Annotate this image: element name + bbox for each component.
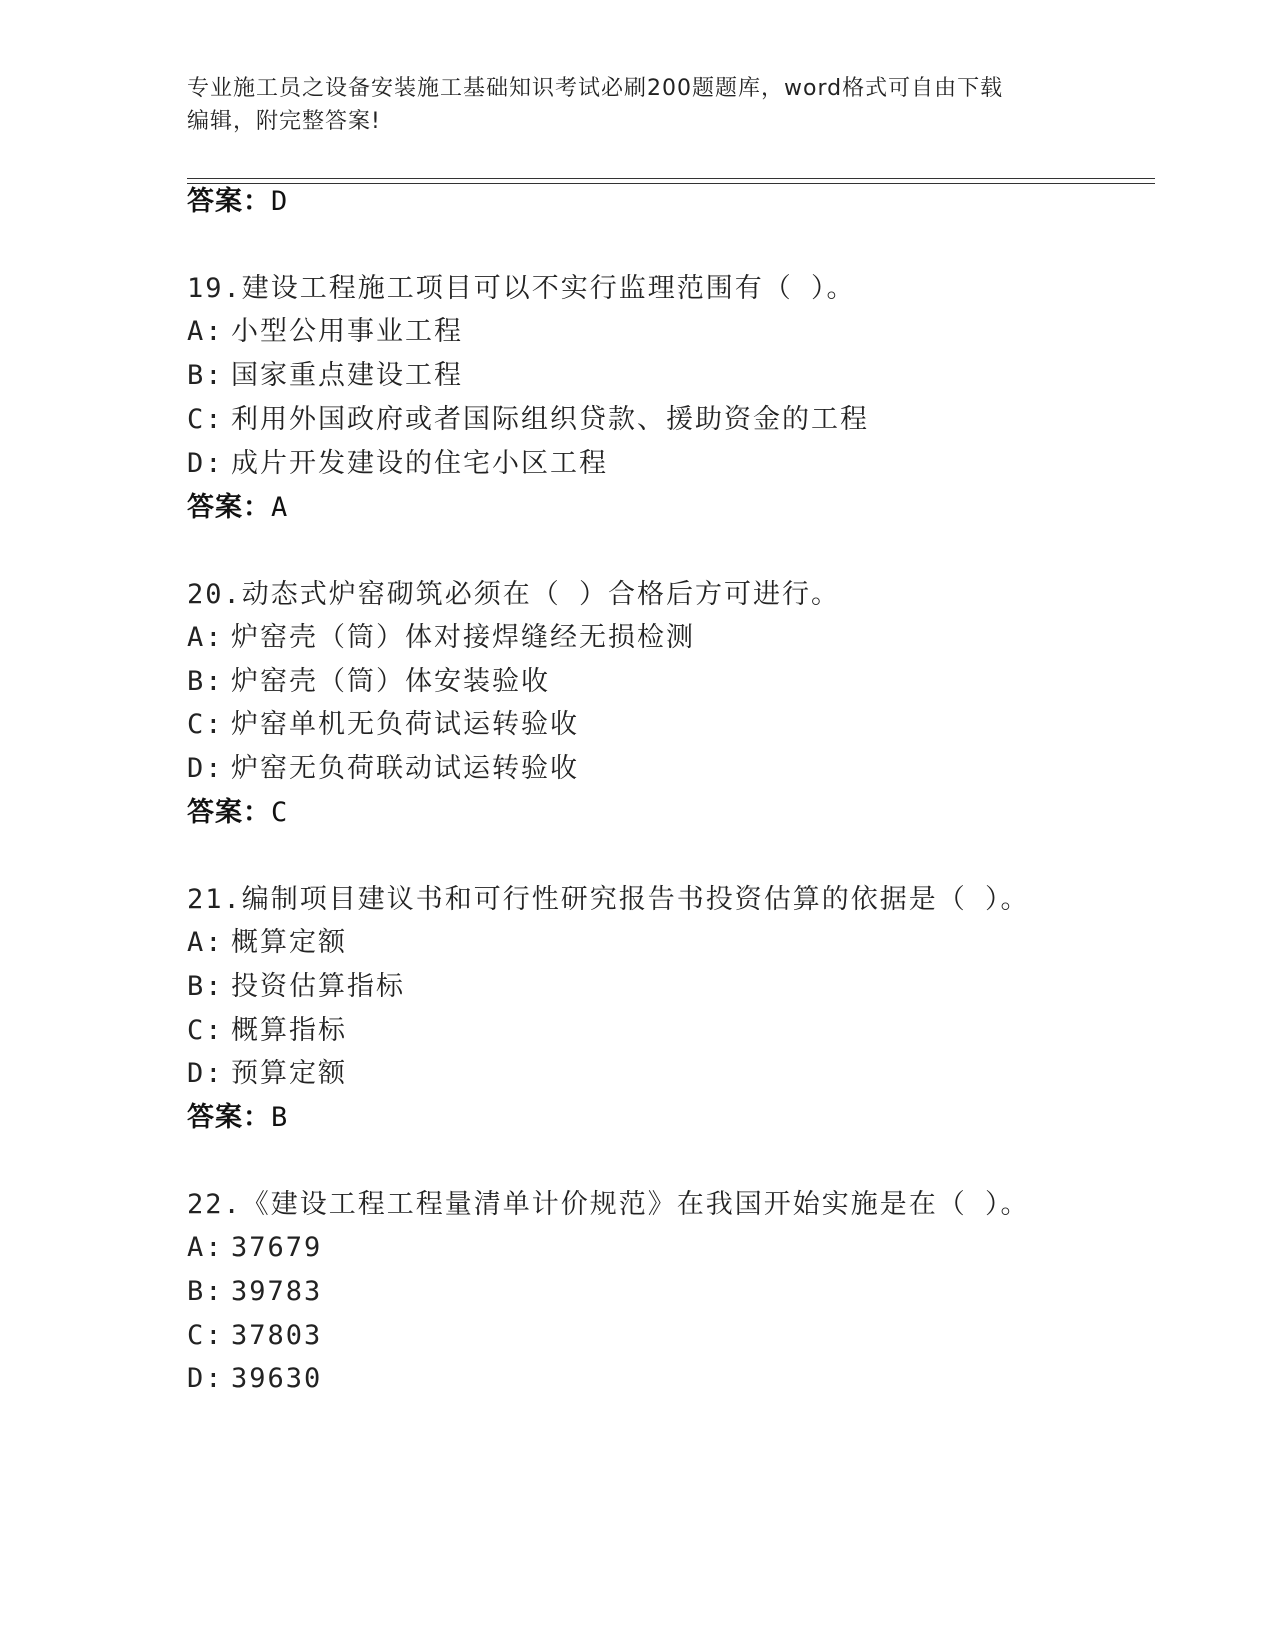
answer-prefix: 答案： xyxy=(187,186,271,217)
question-20-option-c xyxy=(187,707,579,743)
option-label: C: xyxy=(187,1320,224,1351)
question-22-text: 22.《建设工程工程量清单计价规范》在我国开始实施是在（ ）。 xyxy=(187,1189,1030,1220)
question-22-option-d xyxy=(187,1361,322,1397)
question-22-option-a xyxy=(187,1230,322,1266)
question-19-option-a xyxy=(187,314,463,350)
option-label: C: xyxy=(187,709,224,740)
option-text: 炉窑无负荷联动试运转验收 xyxy=(231,753,579,784)
document-title-line-2: 编辑，附完整答案! xyxy=(187,109,381,134)
question-21-option-b xyxy=(187,969,405,1005)
option-label: A: xyxy=(187,316,224,347)
option-text: 37803 xyxy=(231,1320,323,1351)
option-label: A: xyxy=(187,1232,224,1263)
option-text: 小型公用事业工程 xyxy=(231,316,463,347)
answer-prefix: 答案： xyxy=(187,1102,271,1133)
answer-value: D xyxy=(271,186,289,217)
question-20-option-d xyxy=(187,751,579,787)
question-21-option-c xyxy=(187,1013,347,1049)
question-19-option-b xyxy=(187,358,463,394)
question-20-option-b xyxy=(187,664,550,700)
answer-value: B xyxy=(271,1102,289,1133)
option-label: B: xyxy=(187,971,224,1002)
option-label: D: xyxy=(187,1058,224,1089)
answer-line-q20 xyxy=(187,795,288,831)
option-text: 投资估算指标 xyxy=(231,971,405,1002)
option-label: D: xyxy=(187,1363,224,1394)
question-21-option-d xyxy=(187,1056,347,1092)
answer-line-q18 xyxy=(187,184,288,220)
answer-value: A xyxy=(271,492,289,523)
option-text: 炉窑壳（筒）体安装验收 xyxy=(231,666,550,697)
option-text: 概算指标 xyxy=(231,1015,347,1046)
question-21-text: 21.编制项目建议书和可行性研究报告书投资估算的依据是（ ）。 xyxy=(187,884,1030,915)
option-text: 国家重点建设工程 xyxy=(231,360,463,391)
option-text: 炉窑壳（筒）体对接焊缝经无损检测 xyxy=(231,622,695,653)
option-text: 预算定额 xyxy=(231,1058,347,1089)
option-text: 成片开发建设的住宅小区工程 xyxy=(231,448,608,479)
header-divider-top xyxy=(187,178,1155,179)
header-divider-bottom xyxy=(187,183,1155,184)
answer-line-q19 xyxy=(187,490,288,526)
answer-value: C xyxy=(271,797,289,828)
question-21-option-a xyxy=(187,925,347,961)
question-19-option-c xyxy=(187,402,869,438)
option-text: 37679 xyxy=(231,1232,323,1263)
answer-prefix: 答案： xyxy=(187,492,271,523)
question-20-text: 20.动态式炉窑砌筑必须在（ ）合格后方可进行。 xyxy=(187,579,841,610)
answer-prefix: 答案： xyxy=(187,797,271,828)
question-20-option-a xyxy=(187,620,695,656)
option-text: 炉窑单机无负荷试运转验收 xyxy=(231,709,579,740)
option-text: 利用外国政府或者国际组织贷款、援助资金的工程 xyxy=(231,404,869,435)
document-title-line-1: 专业施工员之设备安装施工基础知识考试必刷200题题库，word格式可自由下载 xyxy=(187,76,1004,101)
option-label: B: xyxy=(187,1276,224,1307)
option-label: D: xyxy=(187,448,224,479)
option-label: C: xyxy=(187,1015,224,1046)
option-text: 39630 xyxy=(231,1363,323,1394)
option-label: A: xyxy=(187,622,224,653)
question-19-text: 19.建设工程施工项目可以不实行监理范围有（ ）。 xyxy=(187,273,856,304)
question-22-option-c xyxy=(187,1318,322,1354)
option-label: D: xyxy=(187,753,224,784)
option-label: B: xyxy=(187,360,224,391)
question-19-option-d xyxy=(187,446,608,482)
option-label: A: xyxy=(187,927,224,958)
answer-line-q21 xyxy=(187,1100,288,1136)
option-text: 39783 xyxy=(231,1276,323,1307)
option-label: B: xyxy=(187,666,224,697)
option-label: C: xyxy=(187,404,224,435)
option-text: 概算定额 xyxy=(231,927,347,958)
question-22-option-b xyxy=(187,1274,322,1310)
